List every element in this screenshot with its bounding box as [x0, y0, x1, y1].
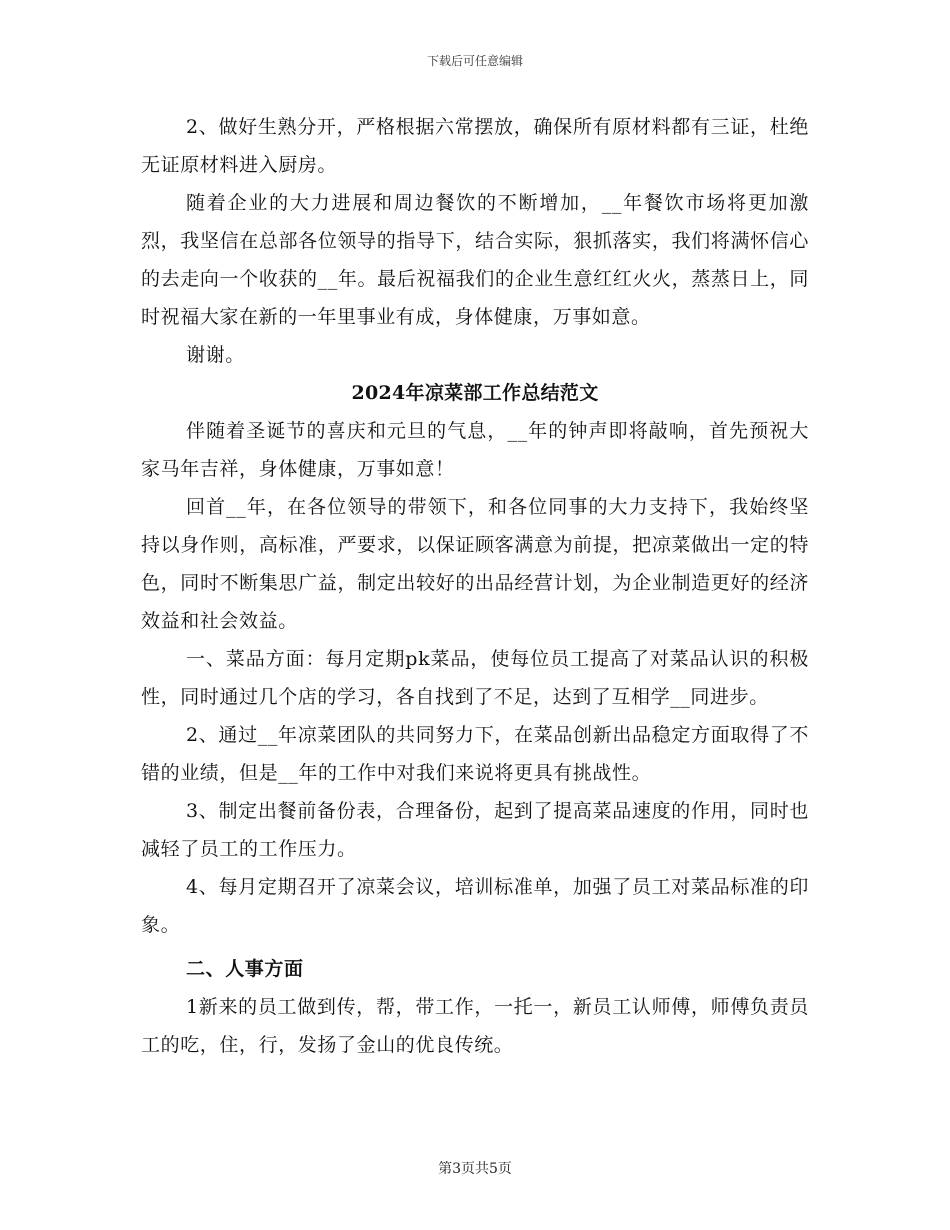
paragraph: 伴随着圣诞节的喜庆和元旦的气息，__年的钟声即将敲响，首先预祝大家马年吉祥，身体健康，万事如意！	[141, 420, 809, 480]
paragraph: 1新来的员工做到传，帮，带工作，一托一，新员工认师傅，师傅负责员工的吃，住，行，发扬了金山的优良传统。	[141, 996, 809, 1056]
paragraph: 2、做好生熟分开，严格根据六常摆放，确保所有原材料都有三证，杜绝无证原材料进入厨房。	[141, 116, 809, 176]
paragraph: 回首__年，在各位领导的带领下，和各位同事的大力支持下，我始终坚持以身作则，高标准，严要求，以保证顾客满意为前提，把凉菜做出一定的特色，同时不断集思广益，制定出较好的出品经营计划，为企业制造更好的经济效益和社会效益。	[141, 496, 809, 632]
paragraph: 3、制定出餐前备份表，合理备份，起到了提高菜品速度的作用，同时也减轻了员工的工作压力。	[141, 800, 809, 860]
page-header-note: 下载后可任意编辑	[426, 54, 523, 68]
document-title: 2024年凉菜部工作总结范文	[351, 382, 599, 404]
page-number: 第3页共5页	[438, 1161, 512, 1177]
document-body	[141, 108, 809, 1064]
paragraph: 4、每月定期召开了凉菜会议，培训标准单，加强了员工对菜品标准的印象。	[141, 876, 809, 936]
paragraph: 2、通过__年凉菜团队的共同努力下，在菜品创新出品稳定方面取得了不错的业绩，但是__年的工作中对我们来说将更具有挑战性。	[141, 724, 809, 784]
section-heading: 二、人事方面	[186, 958, 304, 980]
paragraph: 随着企业的大力进展和周边餐饮的不断增加，__年餐饮市场将更加激烈，我坚信在总部各位领导的指导下，结合实际，狠抓落实，我们将满怀信心的去走向一个收获的__年。最后祝福我们的企业生意红红火火，蒸蒸日上，同时祝福大家在新的一年里事业有成，身体健康，万事如意。	[141, 192, 809, 328]
paragraph: 一、菜品方面：每月定期pk菜品，使每位员工提高了对菜品认识的积极性，同时通过几个店的学习，各自找到了不足，达到了互相学__同进步。	[141, 648, 809, 708]
paragraph: 谢谢。	[186, 344, 245, 366]
